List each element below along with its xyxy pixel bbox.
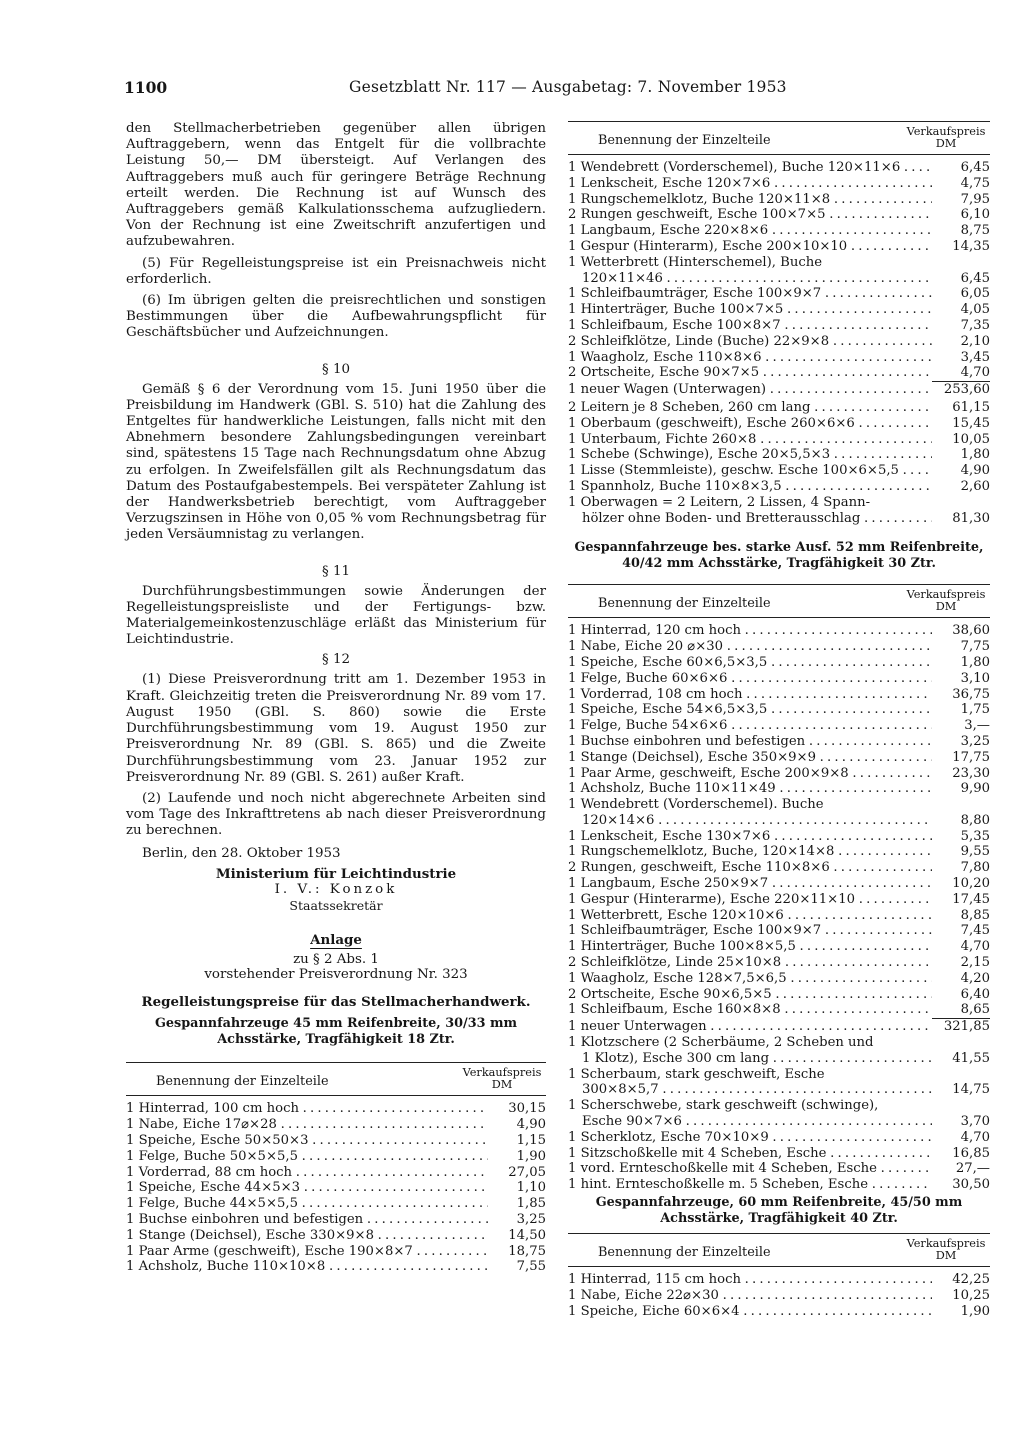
item-price: 3,70: [960, 1114, 990, 1130]
table-row: [126, 1212, 546, 1228]
item-name: 1 Schebe (Schwinge), Esche 20×5,5×3 . . .: [568, 447, 932, 463]
list-title: Regelleistungspreise für das Stellmacherhandwerk.: [141, 994, 531, 1011]
left-column: [126, 121, 546, 1275]
item-name: 1 Langbaum, Esche 250×9×7 . . .: [568, 876, 932, 892]
item-price: 9,90: [960, 781, 990, 797]
table2-heading: Gespannfahrzeuge bes. starke Ausf. 52 mm Reifenbreite, 40/42 mm Achsstärke, Tragfähigkeit 30 Ztr.: [574, 540, 984, 572]
item-price: 81,30: [952, 510, 990, 526]
table-row: [568, 381, 990, 398]
table0-rows: [568, 155, 990, 526]
item-price: 14,35: [952, 238, 990, 254]
item-price: 7,35: [960, 317, 990, 333]
item-price: 15,45: [952, 415, 990, 431]
table-row: [126, 1196, 546, 1212]
table-row: [568, 318, 990, 334]
item-name: 1 vord. Ernteschoßkelle mit 4 Scheben, Esche . . .: [568, 1161, 932, 1177]
item-name: 1 Paar Arme (geschweift), Esche 190×8×7 . . .: [126, 1244, 488, 1260]
item-name: 1 Scherschwebe, stark geschweift (schwinge),: [568, 1098, 879, 1114]
item-name: 1 Schleifbaum, Esche 100×8×7 . . .: [568, 318, 932, 334]
table-row: [568, 876, 990, 892]
item-price: 36,75: [952, 686, 990, 702]
table-row: [568, 416, 990, 432]
item-name: 1 Felge, Buche 50×5×5,5 . . .: [126, 1149, 488, 1165]
section-10-text: Gemäß § 6 der Verordnung vom 15. Juni 1950 über die Preisbildung im Handwerk (GBl. S. 510) hat die Zahlung des Entgeltes für handwerkliche Leistungen, falls nicht mit den Abnehmern besondere Zahlungsbedingungen vereinbart sind, spätestens 15 Tage nach Rechnungsdatum ohne Abzug zu erfolgen. In Zweifelsfällen gilt als Rechnungsdatum das Datum des Postaufgabestempels. Bei verspäteter Zahlung ist der Handwerksbetrieb berechtigt, vom Auftraggeber Verzugszinsen in Höhe von 0,05 % vom Rechnungsbetrag für jeden Versäumnistag zu verlangen.: [126, 381, 546, 543]
item-name: 1 Paar Arme, geschweift, Esche 200×9×8 . . .: [568, 766, 932, 782]
item-name: 1 Waagholz, Esche 110×8×6 . . .: [568, 350, 932, 366]
item-name: 1 neuer Wagen (Unterwagen) . . .: [568, 382, 932, 398]
item-name: 2 Rungen, geschweift, Esche 110×8×6 . . .: [568, 860, 932, 876]
item-price: 1,15: [516, 1132, 546, 1148]
table-row: [568, 1035, 990, 1051]
table-row: [568, 1161, 990, 1177]
item-price: 17,75: [952, 749, 990, 765]
table-row: [568, 302, 990, 318]
item-name: 2 Leitern je 8 Scheben, 260 cm lang . . .: [568, 400, 932, 416]
item-price: 16,85: [952, 1145, 990, 1161]
page-number: 1100: [124, 78, 168, 97]
column-header-name: Benennung der Einzelteile: [598, 133, 771, 148]
table-header: [568, 585, 990, 618]
right-column: [568, 121, 990, 1319]
item-name: 1 Speiche, Esche 44×5×3 . . .: [126, 1180, 488, 1196]
item-name: Esche 90×7×6 . . .: [568, 1114, 932, 1130]
item-name: 1 Rungschemelklotz, Buche, 120×14×8 . . .: [568, 844, 932, 860]
item-price: 6,45: [960, 160, 990, 175]
table-row: [568, 860, 990, 876]
price-table-40-ztr: [568, 1233, 990, 1319]
table-row: [568, 766, 990, 782]
item-price: 1,80: [960, 447, 990, 463]
item-price: 10,20: [952, 876, 990, 892]
item-price: 6,45: [960, 270, 990, 286]
item-name: 1 Vorderrad, 88 cm hoch . . .: [126, 1165, 488, 1181]
item-name: 1 Nabe, Eiche 17⌀×28 . . .: [126, 1117, 488, 1133]
table-row: [568, 479, 990, 495]
item-price: 2,15: [960, 955, 990, 971]
item-name: 1 Felge, Buche 54×6×6 . . .: [568, 718, 932, 734]
item-price: 253,60: [932, 381, 990, 398]
table-row: [568, 750, 990, 766]
table-row: [568, 1288, 990, 1304]
table-row: [568, 495, 990, 511]
item-price: 3,—: [964, 718, 990, 734]
table-row: [568, 334, 990, 350]
item-price: 4,90: [516, 1117, 546, 1133]
table-row: [126, 1228, 546, 1244]
item-name: 1 Wendebrett (Vorderschemel). Buche: [568, 797, 824, 813]
item-name: 1 Speiche, Esche 60×6,5×3,5 . . .: [568, 655, 932, 671]
table-row: [126, 1244, 546, 1260]
item-name: 1 Hinterrad, 120 cm hoch . . .: [568, 623, 932, 639]
item-name: 1 Waagholz, Esche 128×7,5×6,5 . . .: [568, 971, 932, 987]
table-row: [568, 971, 990, 987]
item-price: 3,25: [516, 1211, 546, 1227]
item-price: 30,50: [952, 1177, 990, 1193]
table-row: [568, 350, 990, 366]
price-table-30-ztr: [568, 584, 990, 1193]
item-name: 1 Hinterträger, Buche 100×8×5,5 . . .: [568, 939, 932, 955]
paragraph-5: (5) Für Regelleistungspreise ist ein Preisnachweis nicht erforderlich.: [126, 255, 546, 287]
item-price: 30,15: [508, 1101, 546, 1117]
table-row: [568, 365, 990, 381]
table-row: [568, 447, 990, 463]
table-row: [568, 286, 990, 302]
table-row: [568, 671, 990, 687]
section-10-heading: § 10: [322, 361, 350, 377]
item-price: 4,75: [960, 175, 990, 191]
item-price: 8,65: [960, 1002, 990, 1018]
table-header: [568, 1234, 990, 1267]
table-header: [126, 1063, 546, 1096]
section-12-para-1: (1) Diese Preisverordnung tritt am 1. Dezember 1953 in Kraft. Gleichzeitig treten die Preisverordnung Nr. 89 vom 17. August 1950 (GBl. S. 860) sowie die Erste Durchführungsbestimmung vom 19. August 1950 zur Preisverordnung Nr. 89 (GBl. S. 865) und die Zweite Durchführungsbestimmung vom 23. Januar 1952 zur Preisverordnung Nr. 89 (GBl. S. 261) außer Kraft.: [126, 672, 546, 785]
item-name: 1 neuer Unterwagen . . .: [568, 1019, 932, 1035]
item-price: 17,45: [952, 891, 990, 907]
item-price: 10,05: [952, 431, 990, 447]
anlage-title: Anlage: [310, 932, 362, 949]
item-price: 7,75: [960, 639, 990, 655]
item-name: 2 Schleifklötze, Linde (Buche) 22×9×8 . . .: [568, 334, 932, 350]
item-name: 1 Hinterrad, 100 cm hoch . . .: [126, 1101, 488, 1117]
item-name: 1 Klotz), Esche 300 cm lang . . .: [568, 1051, 932, 1067]
table-row: [568, 176, 990, 192]
item-price: 27,05: [508, 1164, 546, 1180]
table-row: [568, 160, 990, 176]
table-row: [568, 908, 990, 924]
column-header-price: Verkaufspreis DM: [906, 588, 986, 614]
table-row: [126, 1101, 546, 1117]
table-row: [568, 1082, 990, 1098]
item-price: 4,70: [960, 1129, 990, 1145]
item-name: 1 Klotzschere (2 Scherbäume, 2 Scheben und: [568, 1035, 874, 1051]
item-price: 1,75: [960, 702, 990, 718]
page-header: [124, 78, 994, 98]
item-name: 120×11×46 . . .: [568, 271, 932, 287]
table-row: [568, 892, 990, 908]
table-row: [568, 923, 990, 939]
item-name: 1 Lenkscheit, Esche 130×7×6 . . .: [568, 829, 932, 845]
table-row: [568, 655, 990, 671]
item-name: 2 Rungen geschweift, Esche 100×7×5 . . .: [568, 207, 932, 223]
table-row: [568, 1146, 990, 1162]
column-header-price: Verkaufspreis DM: [906, 1237, 986, 1263]
item-price: 4,70: [960, 939, 990, 955]
item-name: 1 Stange (Deichsel), Esche 350×9×9 . . .: [568, 750, 932, 766]
item-price: 41,55: [952, 1050, 990, 1066]
item-name: 1 Felge, Buche 44×5×5,5 . . .: [126, 1196, 488, 1212]
ministry-name: Ministerium für Leichtindustrie: [215, 865, 457, 882]
paragraph-continuation: den Stellmacherbetrieben gegenüber allen übrigen Auftraggebern, wenn das Entgelt für die vollbrachte Leistung 50,— DM übersteigt. Auf Verlangen des Auftraggebers muß auch für geringere Beträge Rechnung erteilt werden. Die Rechnung ist auf Wunsch des Auftraggebers gemäß Kalkulationsschema aufzugliedern. Von der Rechnung ist eine Zweitschrift anzufertigen und aufzubewahren.: [126, 121, 546, 250]
item-price: 6,10: [960, 207, 990, 223]
item-name: 1 Oberbaum (geschweift), Esche 260×6×6 . . .: [568, 416, 932, 432]
item-price: 9,55: [960, 844, 990, 860]
table-row: [568, 702, 990, 718]
item-name: 1 Spannholz, Buche 110×8×3,5 . . .: [568, 479, 932, 495]
item-name: 1 Buchse einbohren und befestigen . . .: [126, 1212, 488, 1228]
table-row: [126, 1259, 546, 1275]
table-row: [568, 1018, 990, 1035]
price-table-18-ztr: [126, 1062, 546, 1275]
item-name: 1 Langbaum, Esche 220×8×6 . . .: [568, 223, 932, 239]
item-name: 1 Wetterbrett, Esche 120×10×6 . . .: [568, 908, 932, 924]
item-price: 3,25: [960, 733, 990, 749]
item-price: 1,80: [960, 654, 990, 670]
section-12-para-2: (2) Laufende und noch nicht abgerechnete Arbeiten sind vom Tage des Inkrafttretens ab nach dieser Preisverordnung zu berechnen.: [126, 790, 546, 839]
item-price: 8,75: [960, 223, 990, 239]
item-price: 4,90: [960, 463, 990, 479]
item-price: 1,90: [960, 1303, 990, 1319]
item-name: 1 Speiche, Eiche 60×6×4 . . .: [568, 1304, 932, 1320]
item-price: 5,35: [960, 828, 990, 844]
table3-rows: [568, 1267, 990, 1319]
item-price: 4,05: [960, 302, 990, 318]
item-price: 8,80: [960, 812, 990, 828]
item-name: 1 Oberwagen = 2 Leitern, 2 Lissen, 4 Spann-: [568, 494, 871, 510]
item-name: 2 Ortscheite, Esche 90×6,5×5 . . .: [568, 987, 932, 1003]
item-name: 1 Scherbaum, stark geschweift, Esche: [568, 1066, 825, 1082]
table-row: [568, 1051, 990, 1067]
column-header-price: Verkaufspreis DM: [462, 1066, 542, 1092]
table-row: [568, 463, 990, 479]
table-row: [568, 813, 990, 829]
item-name: 1 Hinterträger, Buche 100×7×5 . . .: [568, 302, 932, 318]
table3-heading: Gespannfahrzeuge, 60 mm Reifenbreite, 45/50 mm Achsstärke, Tragfähigkeit 40 Ztr.: [595, 1195, 963, 1227]
item-name: 300×8×5,7 . . .: [568, 1082, 932, 1098]
table-row: [568, 1067, 990, 1083]
item-price: 4,70: [960, 365, 990, 381]
item-price: 321,85: [932, 1018, 990, 1035]
table-row: [568, 1177, 990, 1193]
section-12-heading: § 12: [322, 652, 350, 668]
item-price: 23,30: [952, 765, 990, 781]
item-name: hölzer ohne Boden- und Bretterausschlag . . .: [568, 511, 932, 527]
item-price: 1,10: [516, 1180, 546, 1196]
item-name: 1 hint. Ernteschoßkelle m. 5 Scheben, Esche . . .: [568, 1177, 932, 1193]
section-11-text: Durchführungsbestimmungen sowie Änderungen der Regelleistungspreisliste und der Fertigungs- bzw. Materialgemeinkostenzuschläge erläßt das Ministerium für Leichtindustrie.: [126, 583, 546, 648]
item-name: 1 Achsholz, Buche 110×10×8 . . .: [126, 1259, 488, 1275]
table-row: [126, 1117, 546, 1133]
table-row: [568, 623, 990, 639]
table-row: [126, 1165, 546, 1181]
column-header-name: Benennung der Einzelteile: [598, 596, 771, 612]
anlage-ref-2: vorstehender Preisverordnung Nr. 323: [204, 967, 468, 983]
item-price: 7,95: [960, 191, 990, 207]
table-row: [568, 1114, 990, 1130]
item-name: 1 Speiche, Esche 54×6,5×3,5 . . .: [568, 702, 932, 718]
table2-rows: [568, 618, 990, 1193]
table-row: [126, 1133, 546, 1149]
table-row: [568, 511, 990, 527]
anlage-ref-1: zu § 2 Abs. 1: [293, 952, 379, 968]
table-row: [568, 207, 990, 223]
item-price: 14,75: [952, 1082, 990, 1098]
table-row: [568, 1098, 990, 1114]
item-price: 7,45: [960, 923, 990, 939]
table-row: [126, 1180, 546, 1196]
table-row: [568, 844, 990, 860]
table-row: [568, 939, 990, 955]
table-row: [568, 639, 990, 655]
item-name: 1 Gespur (Hinterarm), Esche 200×10×10 . . .: [568, 239, 932, 255]
item-price: 2,60: [960, 478, 990, 494]
table-row: [568, 734, 990, 750]
item-name: 1 Wendebrett (Vorderschemel), Buche 120×11×6 . . .: [568, 160, 932, 176]
item-name: 2 Ortscheite, Esche 90×7×5 . . .: [568, 365, 932, 381]
item-price: 61,15: [952, 399, 990, 415]
table-row: [568, 192, 990, 208]
item-name: 1 Lenkscheit, Esche 120×7×6 . . .: [568, 176, 932, 192]
item-name: 2 Schleifklötze, Linde 25×10×8 . . .: [568, 955, 932, 971]
table-row: [568, 223, 990, 239]
table-row: [568, 239, 990, 255]
item-name: 1 Felge, Buche 60×6×6 . . .: [568, 671, 932, 687]
table1-heading: Gespannfahrzeuge 45 mm Reifenbreite, 30/33 mm Achsstärke, Tragfähigkeit 18 Ztr.: [154, 1016, 518, 1048]
item-name: 1 Schleifbaumträger, Esche 100×9×7 . . .: [568, 286, 932, 302]
section-11-heading: § 11: [322, 563, 350, 579]
table-row: [568, 400, 990, 416]
table-row: [568, 1272, 990, 1288]
item-price: 7,80: [960, 860, 990, 876]
column-header-name: Benennung der Einzelteile: [156, 1074, 329, 1090]
table-row: [568, 687, 990, 703]
item-price: 2,10: [960, 333, 990, 349]
table-row: [568, 781, 990, 797]
signer-role: Staatssekretär: [289, 898, 383, 914]
item-name: 1 Buchse einbohren und befestigen . . .: [568, 734, 932, 750]
table-row: [568, 1002, 990, 1018]
item-price: 1,85: [516, 1196, 546, 1212]
table1-rows: [126, 1096, 546, 1275]
table-row: [568, 955, 990, 971]
item-name: 1 Hinterrad, 115 cm hoch . . .: [568, 1272, 932, 1288]
table-header: [568, 122, 990, 155]
item-name: 1 Nabe, Eiche 20 ⌀×30 . . .: [568, 639, 932, 655]
table-row: [568, 987, 990, 1003]
place-date: Berlin, den 28. Oktober 1953: [142, 845, 341, 861]
item-name: 1 Vorderrad, 108 cm hoch . . .: [568, 687, 932, 703]
item-name: 1 Nabe, Eiche 22⌀×30 . . .: [568, 1288, 932, 1304]
table-row: [568, 718, 990, 734]
column-header-price: Verkaufspreis DM: [906, 125, 986, 150]
item-name: 1 Rungschemelklotz, Buche 120×11×8 . . .: [568, 192, 932, 208]
item-name: 1 Unterbaum, Fichte 260×8 . . .: [568, 432, 932, 448]
item-name: 1 Scherklotz, Esche 70×10×9 . . .: [568, 1130, 932, 1146]
item-price: 27,—: [955, 1161, 990, 1177]
item-name: 1 Lisse (Stemmleiste), geschw. Esche 100×6×5,5 . . .: [568, 463, 932, 479]
item-price: 10,25: [952, 1287, 990, 1303]
header-title: Gesetzblatt Nr. 117 — Ausgabetag: 7. November 1953: [349, 78, 787, 96]
table-row: [126, 1149, 546, 1165]
table-row: [568, 271, 990, 287]
item-price: 3,10: [960, 670, 990, 686]
item-name: 1 Stange (Deichsel), Esche 330×9×8 . . .: [126, 1228, 488, 1244]
item-name: 120×14×6 . . .: [568, 813, 932, 829]
item-price: 6,40: [960, 986, 990, 1002]
item-price: 38,60: [952, 623, 990, 639]
item-price: 6,05: [960, 286, 990, 302]
column-header-name: Benennung der Einzelteile: [598, 1245, 771, 1261]
item-name: 1 Schleifbaumträger, Esche 100×9×7 . . .: [568, 923, 932, 939]
item-name: 1 Achsholz, Buche 110×11×49 . . .: [568, 781, 932, 797]
table-row: [568, 432, 990, 448]
item-price: 4,20: [960, 970, 990, 986]
item-name: 1 Schleifbaum, Esche 160×8×8 . . .: [568, 1002, 932, 1018]
table-row: [568, 255, 990, 271]
item-price: 18,75: [508, 1243, 546, 1259]
item-price: 1,90: [516, 1148, 546, 1164]
item-price: 42,25: [952, 1272, 990, 1288]
paragraph-6: (6) Im übrigen gelten die preisrechtlichen und sonstigen Bestimmungen über die Aufbewahrungspflicht für Geschäftsbücher und Aufzeichnungen.: [126, 293, 546, 341]
item-price: 14,50: [508, 1227, 546, 1243]
table-row: [568, 829, 990, 845]
item-name: 1 Sitzschoßkelle mit 4 Scheben, Esche . . .: [568, 1146, 932, 1162]
signer-name: I. V.: Konzok: [274, 881, 398, 897]
item-name: 1 Wetterbrett (Hinterschemel), Buche: [568, 254, 823, 270]
table-row: [568, 1304, 990, 1320]
item-price: 3,45: [960, 349, 990, 365]
item-name: 1 Speiche, Esche 50×50×3 . . .: [126, 1133, 488, 1149]
table-row: [568, 797, 990, 813]
table-row: [568, 1130, 990, 1146]
item-price: 8,85: [960, 907, 990, 923]
price-table-continued: [568, 121, 990, 526]
item-name: 1 Gespur (Hinterarme), Esche 220×11×10 . . .: [568, 892, 932, 908]
item-price: 7,55: [516, 1259, 546, 1275]
